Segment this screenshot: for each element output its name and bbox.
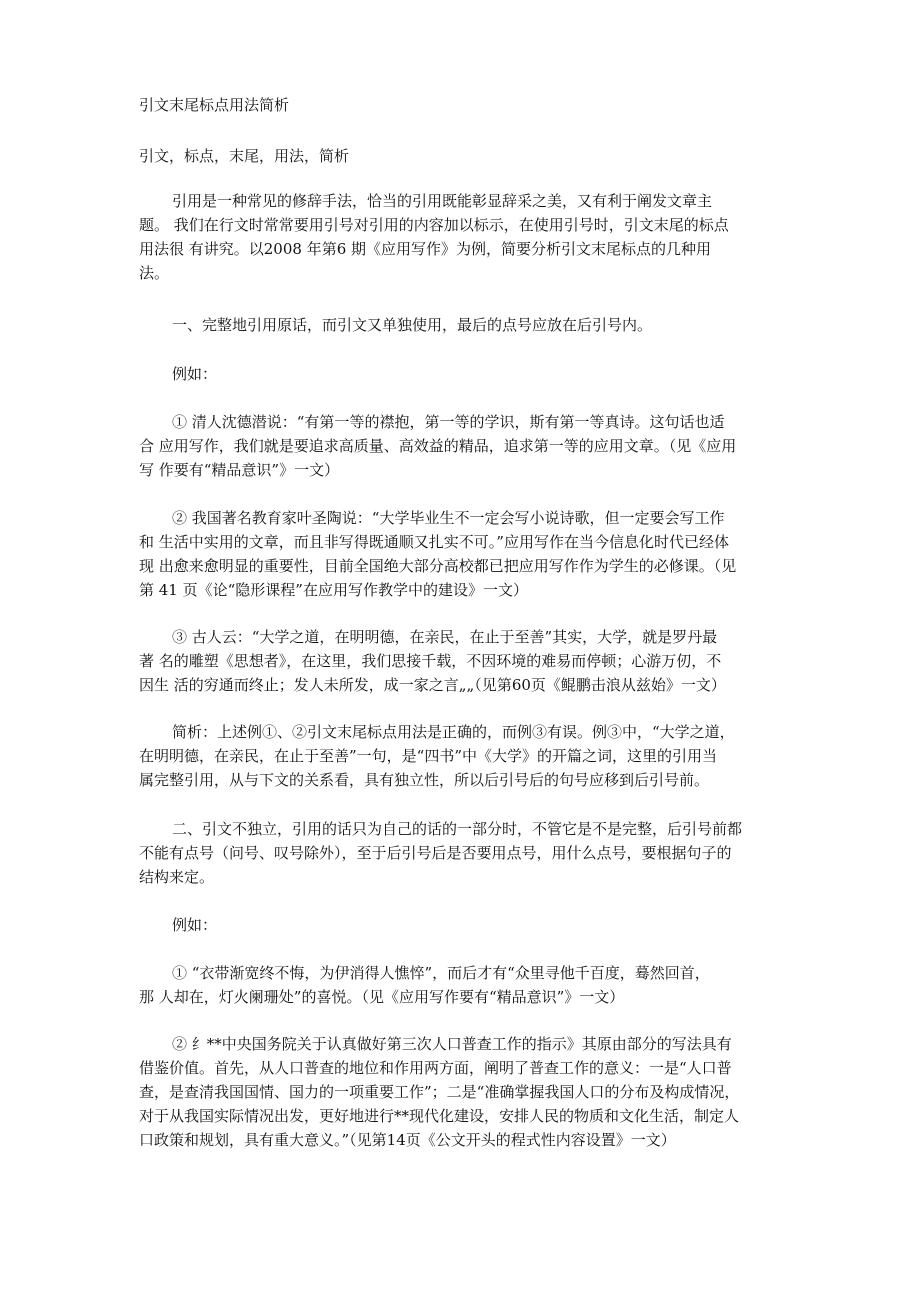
paragraph-line: 借鉴价值。首先，从人口普查的地位和作用两方面，阐明了普查工作的意义：一是“人口普: [139, 1059, 732, 1077]
paragraph-line: ② 我国著名教育家叶圣陶说：“大学毕业生不一定会写小说诗歌，但一定要会写工作: [172, 509, 725, 527]
paragraph-line: 引用是一种常见的修辞手法，恰当的引用既能彰显辞采之美，又有利于阐发文章主: [172, 192, 713, 210]
paragraph-line: ① 清人沈德潜说：“有第一等的襟抱，第一等的学识，斯有第一等真诗。这句话也适: [172, 413, 725, 431]
example-label: [139, 362, 799, 386]
paragraph-line: 属完整引用，从与下文的关系看，具有独立性，所以后引号后的句号应移到后引号前。: [139, 771, 710, 789]
paragraph-line: 口政策和规划，具有重大意义。”（见第14页《公文开头的程式性内容设置》一文）: [139, 1131, 676, 1149]
paragraph-line: ② 纟**中央国务院关于认真做好第三次人口普查工作的指示》其原由部分的写法具有: [172, 1035, 732, 1053]
paragraph-line: 题。 我们在行文时常常要用引号对引用的内容加以标示，在使用引号时，引文末尾的标点: [139, 216, 729, 234]
paragraph-line: 例如：: [172, 916, 218, 934]
paragraph-line: 现 出愈来愈明显的重要性，目前全国绝大部分高校都已把应用写作作为学生的必修课。（见: [139, 557, 737, 575]
example-paragraph: [139, 506, 799, 602]
paragraph-line: 和 生活中实用的文章，而且非写得既通顺又扎实不可。”应用写作在当今信息化时代已经体: [139, 533, 729, 551]
section-heading-1: [139, 313, 799, 337]
example-paragraph: [139, 410, 799, 482]
paragraph-line: 写 作要有“精品意识”》一文）: [139, 461, 340, 479]
paragraph-line: 对于从我国实际情况出发，更好地进行**现代化建设，安排人民的物质和文化生活，制定人: [139, 1107, 740, 1125]
paragraph-line: 查，是查清我国国情、国力的一项重要工作”；二是“准确掌握我国人口的分布及构成情况，: [139, 1083, 740, 1101]
paragraph-line: ① “衣带渐宽终不悔，为伊消得人憔悴”，而后才有“众里寻他千百度，蓦然回首，: [172, 964, 710, 982]
paragraph-line: 合 应用写作，我们就是要追求高质量、高效益的精品，追求第一等的应用文章。（见《应用: [139, 437, 737, 455]
paragraph-line: 一、完整地引用原话，而引文又单独使用，最后的点号应放在后引号内。: [172, 316, 653, 334]
section-heading-2: [139, 817, 799, 889]
paragraph-line: 法。: [139, 264, 170, 282]
paragraph-line: 第 41 页《论“隐形课程”在应用写作教学中的建设》一文）: [139, 581, 528, 599]
paragraph-line: 著 名的雕塑《思想者》，在这里，我们思接千载，不因环境的难易而停顿；心游万仞，不: [139, 652, 722, 670]
paragraph-line: 在明明德，在亲民，在止于至善”一句，是“四书”中《大学》的开篇之词，这里的引用当: [139, 747, 718, 765]
paragraph-line: 那 人却在，灯火阑珊处”的喜悦。（见《应用写作要有“精品意识”》一文）: [139, 988, 625, 1006]
paragraph-line: ③ 古人云：“大学之道，在明明德，在亲民，在止于至善”其实，大学，就是罗丹最: [172, 628, 718, 646]
paragraph-line: 例如：: [172, 365, 218, 383]
paragraph-line: 二、引文不独立，引用的话只为自己的话的一部分时，不管它是不是完整，后引号前都: [172, 820, 743, 838]
document-title: 引文末尾标点用法简析: [139, 96, 290, 114]
paragraph-line: 结构来定。: [139, 868, 215, 886]
example-paragraph: [139, 625, 799, 697]
example-paragraph: [139, 1032, 799, 1152]
paragraph-line: 因生 活的穷通而终止；发人未所发，成一家之言„„（见第60页《鲲鹏击浪从兹始》一文）: [139, 676, 726, 694]
paragraph-intro: [139, 189, 799, 285]
paragraph-line: 用法很 有讲究。以2008 年第6 期《应用写作》为例，简要分析引文末尾标点的几种用: [139, 240, 712, 258]
paragraph-line: 简析：上述例①、②引文末尾标点用法是正确的，而例③有误。例③中，“大学之道，: [172, 723, 735, 741]
paragraph-line: 不能有点号（问号、叹号除外），至于后引号后是否要用点号，用什么点号，要根据句子的: [139, 844, 732, 862]
document-keywords: 引文，标点，末尾，用法，简析: [139, 147, 350, 165]
example-paragraph: [139, 961, 799, 1009]
analysis-paragraph: [139, 720, 799, 792]
example-label: [139, 913, 799, 937]
